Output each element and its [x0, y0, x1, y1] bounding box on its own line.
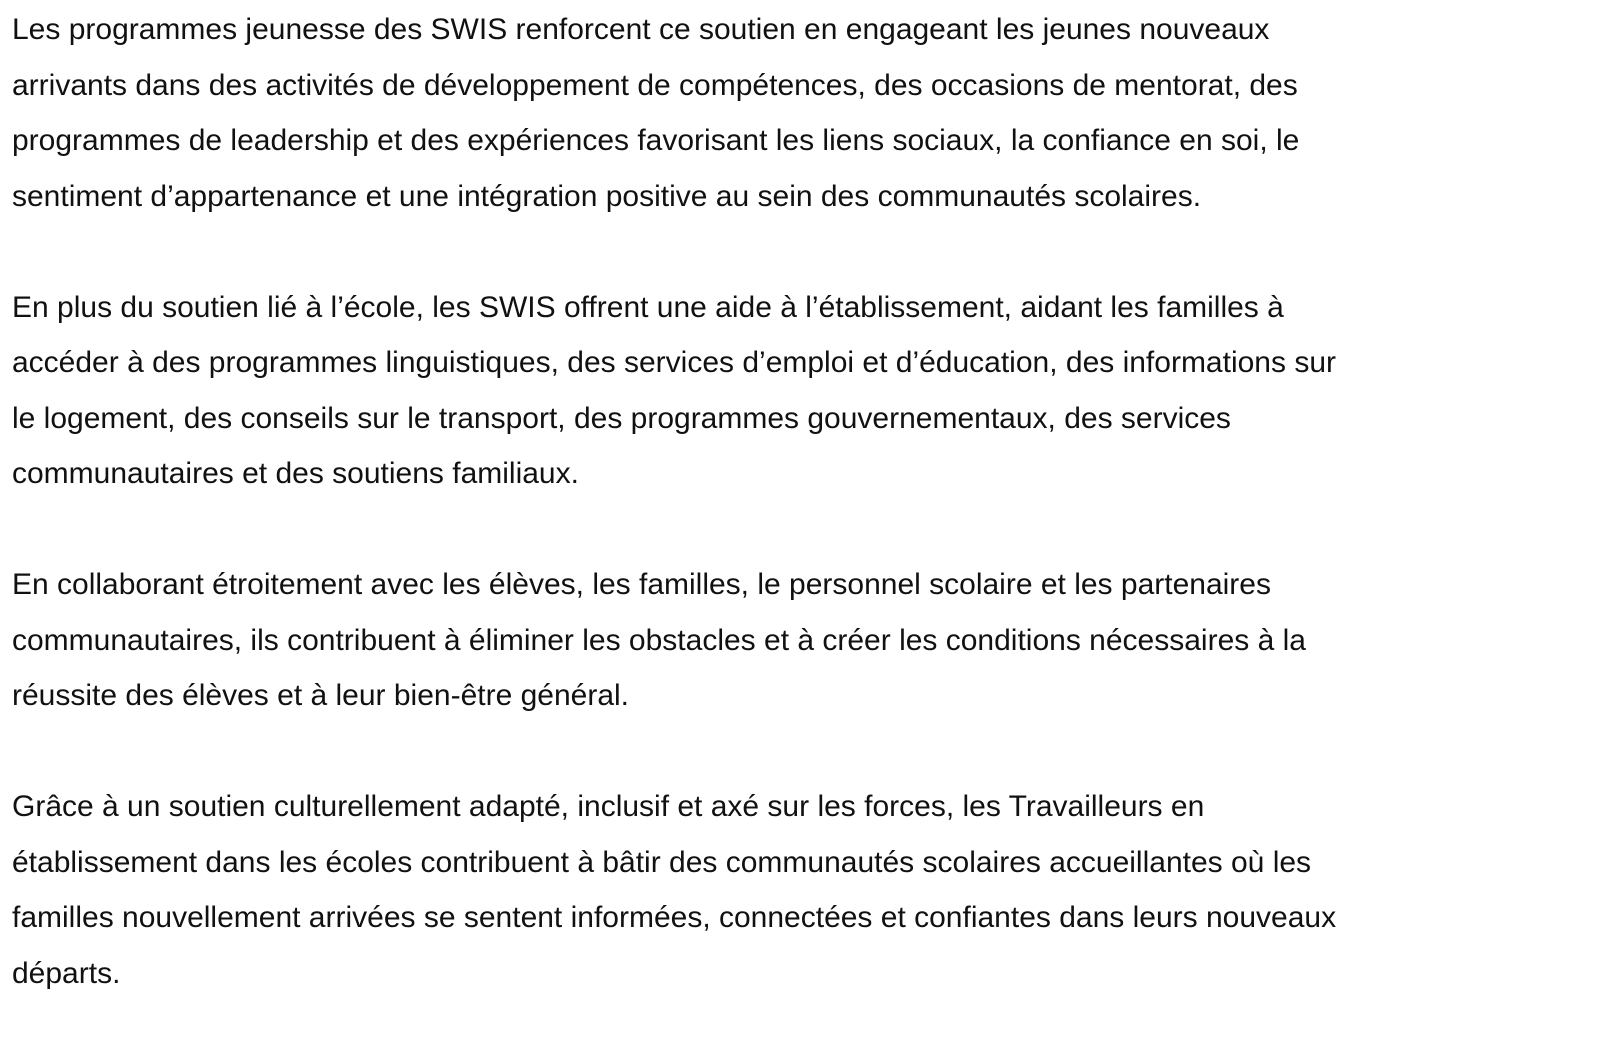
text-line: communautaires et des soutiens familiaux. [12, 457, 579, 490]
text-line: accéder à des programmes linguistiques, des services d’emploi et d’éducation, des informations sur [12, 346, 1336, 379]
paragraph-collaboration [12, 557, 1592, 724]
text-line: le logement, des conseils sur le transport, des programmes gouvernementaux, des services [12, 401, 1231, 435]
text-line: familles nouvellement arrivées se sentent informées, connectées et confiantes dans leurs nouveaux [12, 901, 1337, 934]
paragraph-conclusion [12, 779, 1592, 1001]
text-line: En plus du soutien lié à l’école, les SWIS offrent une aide à l’établissement, aidant les familles à [12, 290, 1284, 324]
paragraph-settlement-support [12, 280, 1592, 502]
text-line: réussite des élèves et à leur bien-être général. [12, 679, 630, 712]
text-line: Grâce à un soutien culturellement adapté, inclusif et axé sur les forces, les Travailleurs en [12, 790, 1205, 823]
text-line: sentiment d’appartenance et une intégration positive au sein des communautés scolaires. [12, 179, 1202, 213]
text-line: programmes de leadership et des expériences favorisant les liens sociaux, la confiance en soi, le [12, 124, 1300, 157]
document-body [12, 2, 1592, 1057]
paragraph-youth-programs [12, 2, 1592, 224]
text-line: En collaborant étroitement avec les élèves, les familles, le personnel scolaire et les partenaires [12, 568, 1271, 601]
text-line: établissement dans les écoles contribuent à bâtir des communautés scolaires accueillantes où les [12, 845, 1312, 879]
text-line: Les programmes jeunesse des SWIS renforcent ce soutien en engageant les jeunes nouveaux [12, 13, 1270, 46]
text-line: communautaires, ils contribuent à éliminer les obstacles et à créer les conditions nécessaires à la [12, 623, 1306, 657]
text-line: départs. [12, 956, 121, 990]
text-line: arrivants dans des activités de développement de compétences, des occasions de mentorat, des [12, 68, 1298, 102]
